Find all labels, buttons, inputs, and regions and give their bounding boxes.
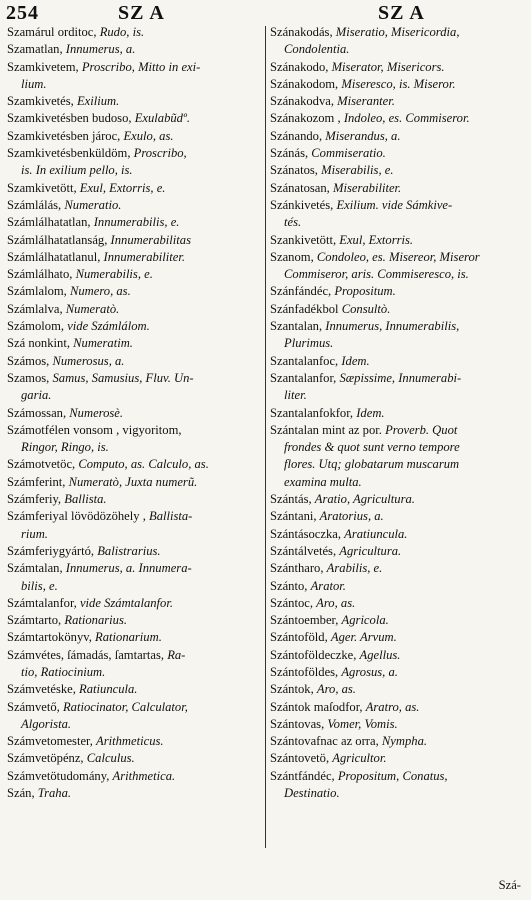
dictionary-entry [7, 474, 262, 491]
entry-latin-gloss: Computo, as. Calculo, as. [78, 457, 209, 472]
dictionary-entry [270, 93, 525, 110]
dictionary-entry [270, 474, 525, 491]
dictionary-entry [7, 785, 262, 802]
dictionary-entry [270, 59, 525, 76]
catchword: Szá- [498, 878, 521, 892]
dictionary-entry [270, 335, 525, 352]
dictionary-entry [7, 387, 262, 404]
entry-headword: Szamos, [7, 370, 50, 385]
entry-latin-gloss: Numerosus, a. [52, 353, 125, 368]
dictionary-entry [7, 578, 262, 595]
dictionary-entry [7, 180, 262, 197]
dictionary-entry [7, 647, 262, 664]
dictionary-entry [7, 162, 262, 179]
entry-headword: Számossan, [7, 405, 67, 420]
entry-latin-gloss: Propositum, Conatus, [337, 768, 448, 783]
entry-latin-gloss: Aratro, as. [365, 699, 420, 714]
dictionary-entry [7, 266, 262, 283]
dictionary-entry [7, 24, 262, 41]
dictionary-entry [270, 41, 525, 58]
entry-headword: Számtarto, [7, 613, 62, 628]
dictionary-entry [7, 283, 262, 300]
entry-latin-gloss: Aratio, Agricultura. [314, 492, 415, 507]
entry-latin-gloss: Exul, Extorris, e. [79, 180, 166, 195]
entry-headword: Számtartokönyv, [7, 630, 92, 645]
dictionary-entry [7, 456, 262, 473]
dictionary-entry [270, 595, 525, 612]
entry-latin-gloss: Nympha. [381, 734, 428, 749]
entry-latin-gloss: Ringor, Ringo, is. [21, 440, 109, 455]
dictionary-entry [7, 439, 262, 456]
entry-latin-gloss: Agrosus, a. [341, 664, 398, 679]
dictionary-entry [7, 335, 262, 352]
dictionary-entry [7, 301, 262, 318]
entry-latin-gloss: Proscribo, Mitto in exi- [81, 59, 201, 74]
entry-latin-gloss: Miseratio, Misericordia, [335, 25, 460, 39]
entry-headword: Számlálás, [7, 197, 62, 212]
dictionary-entry [7, 508, 262, 525]
dictionary-entry [270, 750, 525, 767]
entry-headword: Szántharo, [270, 561, 324, 576]
entry-headword: Szamkivetésben jároc, [7, 128, 121, 143]
dictionary-entry [270, 232, 525, 249]
dictionary-entry [7, 750, 262, 767]
entry-headword: Szántoföldes, [270, 664, 339, 679]
entry-headword: Szánás, [270, 146, 309, 161]
entry-latin-gloss: Innumerus, a. [65, 42, 136, 57]
entry-headword: Szántálvetés, [270, 543, 337, 558]
dictionary-entry [270, 387, 525, 404]
entry-headword: Számtalanfor, [7, 595, 77, 610]
entry-headword: Számvetéske, [7, 682, 76, 697]
entry-headword: Szánakodás, [270, 25, 333, 39]
left-running-title: SZ A [118, 2, 165, 24]
entry-latin-gloss: Numeratò, Juxta numerũ. [68, 474, 198, 489]
entry-latin-gloss: Agricola. [341, 613, 389, 628]
entry-latin-gloss: Rationarius. [64, 613, 127, 628]
entry-headword: Számtalan, [7, 561, 63, 576]
dictionary-entry [7, 318, 262, 335]
entry-headword: Számvetomester, [7, 734, 93, 749]
dictionary-entry [7, 629, 262, 646]
entry-latin-gloss: Condoleo, es. Misereor, Miseror [316, 249, 480, 264]
entry-headword: Számvetöpénz, [7, 751, 84, 766]
entry-headword: Szántok maſodfor, [270, 699, 363, 714]
entry-headword: Szántoember, [270, 613, 339, 628]
dictionary-entry [7, 353, 262, 370]
dictionary-entry [7, 664, 262, 681]
dictionary-entry [270, 145, 525, 162]
entry-headword: Szánakodom, [270, 76, 339, 91]
dictionary-entry [270, 353, 525, 370]
entry-latin-gloss: Miserabilis, e. [321, 163, 394, 178]
entry-headword: Számos, [7, 353, 50, 368]
entry-headword: Számvető, [7, 699, 60, 714]
entry-latin-gloss: Ballista. [64, 492, 107, 507]
entry-headword: Szantalanfokfor, [270, 405, 354, 420]
right-running-title: SZ A [378, 2, 425, 24]
entry-latin-gloss: vide Számlálom. [67, 319, 150, 334]
entry-headword: Szántalan mint az por. [270, 422, 382, 437]
entry-latin-gloss: Miserabiliter. [332, 180, 402, 195]
dictionary-entry [7, 76, 262, 93]
dictionary-entry [270, 681, 525, 698]
entry-latin-gloss: Exulo, as. [123, 128, 174, 143]
dictionary-entry [7, 128, 262, 145]
dictionary-entry [270, 180, 525, 197]
entry-latin-gloss: Proverb. Quot [385, 422, 458, 437]
entry-latin-gloss: flores. Utq; globatarum muscarum [284, 457, 460, 472]
dictionary-entry [7, 93, 262, 110]
dictionary-entry [7, 110, 262, 127]
dictionary-entry [270, 768, 525, 785]
dictionary-entry [7, 370, 262, 387]
entry-latin-gloss: Idem. [356, 405, 385, 420]
entry-headword: Szántoföldeczke, [270, 647, 357, 662]
entry-latin-gloss: Aratiuncula. [344, 526, 408, 541]
entry-latin-gloss: rium. [21, 526, 48, 541]
entry-headword: Szánatosan, [270, 180, 330, 195]
entry-latin-gloss: Miseranter. [337, 94, 395, 109]
entry-latin-gloss: Agricultor. [332, 751, 387, 766]
dictionary-entry [270, 612, 525, 629]
column-divider [265, 26, 266, 848]
entry-latin-gloss: Miseresco, is. Miseror. [341, 76, 456, 91]
entry-latin-gloss: Traha. [37, 786, 72, 801]
entry-latin-gloss: vide Számtalanfor. [79, 595, 174, 610]
entry-latin-gloss: Miserandus, a. [325, 128, 401, 143]
dictionary-entry [7, 526, 262, 543]
entry-latin-gloss: Arator. [310, 578, 346, 593]
entry-latin-gloss: Ager. Arvum. [330, 630, 397, 645]
entry-latin-gloss: Ratiuncula. [79, 682, 138, 697]
right-column [270, 24, 525, 802]
entry-latin-gloss: garia. [21, 388, 52, 403]
entry-headword: Szamkivetem, [7, 59, 79, 74]
entry-headword: Szá nonkint, [7, 336, 70, 351]
entry-headword: Szamatlan, [7, 42, 63, 57]
entry-latin-gloss: Destinatio. [284, 786, 340, 801]
entry-headword: Számlálhato, [7, 267, 73, 282]
dictionary-entry [270, 266, 525, 283]
entry-latin-gloss: Ra- [167, 647, 186, 662]
entry-latin-gloss: examina multa. [284, 474, 362, 489]
dictionary-entry [270, 664, 525, 681]
entry-latin-gloss: Innumerus, a. Innumera- [65, 561, 192, 576]
dictionary-entry [7, 768, 262, 785]
entry-latin-gloss: Innumerabilis, e. [93, 215, 180, 230]
entry-headword: Számferiy, [7, 492, 62, 507]
entry-headword: Szántásoczka, [270, 526, 341, 541]
entry-headword: Számlálhatatlan, [7, 215, 91, 230]
dictionary-entry [7, 543, 262, 560]
dictionary-entry [270, 716, 525, 733]
entry-latin-gloss: Balistrarius. [97, 543, 161, 558]
entry-latin-gloss: Arithmetica. [112, 768, 176, 783]
entry-latin-gloss: Numerosè. [69, 405, 124, 420]
entry-headword: Szántfándéc, [270, 768, 335, 783]
dictionary-entry [270, 578, 525, 595]
dictionary-entry [270, 456, 525, 473]
entry-latin-gloss: Exul, Extorris. [339, 232, 414, 247]
entry-headword: Szán, [7, 786, 35, 801]
page-number: 254 [6, 2, 39, 24]
entry-headword: Szánfadékbol [270, 301, 339, 316]
entry-headword: Szántovafnac az orra, [270, 734, 379, 749]
entry-headword: Szamkivetésbenküldöm, [7, 146, 131, 161]
dictionary-entry [270, 560, 525, 577]
dictionary-entry [270, 508, 525, 525]
entry-headword: Számlalom, [7, 284, 67, 299]
entry-latin-gloss: Sæpissime, Innumerabi- [339, 370, 462, 385]
entry-headword: Szánakodva, [270, 94, 334, 109]
entry-latin-gloss: Numeratim. [73, 336, 133, 351]
entry-latin-gloss: Innumerabiliter. [103, 249, 186, 264]
entry-latin-gloss: Agricultura. [339, 543, 402, 558]
entry-headword: Számotvetöc, [7, 457, 76, 472]
entry-headword: Szánakozom , [270, 111, 341, 126]
dictionary-entry [270, 491, 525, 508]
entry-headword: Számlálhatatlanság, [7, 232, 108, 247]
entry-headword: Szántovas, [270, 716, 325, 731]
entry-latin-gloss: Exilium. vide Sámkive- [336, 197, 453, 212]
entry-latin-gloss: Ballista- [149, 509, 193, 524]
dictionary-entry [7, 595, 262, 612]
dictionary-entry [7, 249, 262, 266]
entry-headword: Szánatos, [270, 163, 318, 178]
dictionary-entry [270, 629, 525, 646]
dictionary-entry [270, 699, 525, 716]
entry-latin-gloss: tio, Ratiocinium. [21, 664, 106, 679]
dictionary-entry [7, 41, 262, 58]
entry-latin-gloss: Vomer, Vomis. [327, 716, 398, 731]
dictionary-entry [7, 733, 262, 750]
dictionary-entry [7, 405, 262, 422]
entry-headword: Szántok, [270, 682, 314, 697]
dictionary-entry [270, 785, 525, 802]
dictionary-entry [270, 439, 525, 456]
entry-headword: Számlalva, [7, 301, 63, 316]
entry-latin-gloss: Ratiocinator, Calculator, [62, 699, 188, 714]
dictionary-entry [7, 612, 262, 629]
entry-headword: Szamkivetés, [7, 94, 74, 109]
dictionary-entry [7, 491, 262, 508]
entry-latin-gloss: Samus, Samusius, Fluv. Un- [52, 370, 194, 385]
entry-latin-gloss: lium. [21, 76, 47, 91]
entry-latin-gloss: Condolentia. [284, 42, 350, 57]
dictionary-entry [7, 699, 262, 716]
entry-latin-gloss: Plurimus. [284, 336, 334, 351]
entry-latin-gloss: Aro, as. [316, 595, 356, 610]
entry-headword: Szánando, [270, 128, 323, 143]
entry-latin-gloss: Consultò. [341, 301, 391, 316]
entry-headword: Szántás, [270, 492, 312, 507]
entry-headword: Számferint, [7, 474, 66, 489]
entry-latin-gloss: is. In exilium pello, is. [21, 163, 133, 178]
entry-latin-gloss: frondes & quot sunt verno tempore [284, 440, 460, 455]
entry-headword: Szánakodo, [270, 59, 329, 74]
entry-headword: Számferiyal lövödözöhely , [7, 509, 146, 524]
dictionary-entry [270, 405, 525, 422]
entry-headword: Szantalan, [270, 319, 323, 334]
entry-latin-gloss: Arithmeticus. [96, 734, 164, 749]
entry-headword: Szamkivetésben budoso, [7, 111, 132, 126]
entry-latin-gloss: Innumerus, Innumerabilis, [325, 319, 460, 334]
entry-latin-gloss: Numerabilis, e. [75, 267, 153, 282]
dictionary-entry [270, 301, 525, 318]
dictionary-entry [7, 716, 262, 733]
entry-latin-gloss: Aratorius, a. [319, 509, 384, 524]
dictionary-entry [270, 197, 525, 214]
dictionary-entry [270, 526, 525, 543]
dictionary-entry [270, 543, 525, 560]
entry-latin-gloss: Indoleo, es. Commiseror. [343, 111, 470, 126]
entry-headword: Számotfélen vonsom , vigyoritom, [7, 422, 182, 437]
entry-latin-gloss: Innumerabilitas [110, 232, 191, 247]
entry-latin-gloss: Algorista. [21, 716, 72, 731]
entry-headword: Számferiygyártó, [7, 543, 95, 558]
entry-latin-gloss: Rationarium. [95, 630, 162, 645]
dictionary-entry [270, 249, 525, 266]
dictionary-entry [7, 197, 262, 214]
entry-latin-gloss: Propositum. [334, 284, 396, 299]
dictionary-entry [7, 145, 262, 162]
dictionary-entry [270, 162, 525, 179]
entry-headword: Szántani, [270, 509, 317, 524]
entry-latin-gloss: Commiseror, aris. Commiseresco, is. [284, 267, 469, 282]
entry-latin-gloss: Idem. [341, 353, 370, 368]
running-header [0, 2, 531, 24]
dictionary-entry [270, 76, 525, 93]
entry-latin-gloss: Proscribo, [133, 146, 187, 161]
entry-headword: Szánto, [270, 578, 308, 593]
entry-latin-gloss: Aro, as. [316, 682, 356, 697]
dictionary-entry [270, 422, 525, 439]
dictionary-entry [270, 318, 525, 335]
dictionary-entry [7, 422, 262, 439]
dictionary-entry [7, 560, 262, 577]
entry-latin-gloss: Agellus. [359, 647, 401, 662]
entry-latin-gloss: Rudo, is. [99, 25, 145, 39]
dictionary-entry [7, 232, 262, 249]
entry-headword: Számvétes, ſámadás, ſamtartas, [7, 647, 165, 662]
entry-headword: Számolom, [7, 319, 65, 334]
entry-headword: Szanom, [270, 249, 314, 264]
entry-latin-gloss: Exilium. [76, 94, 120, 109]
entry-latin-gloss: Arabilis, e. [326, 561, 383, 576]
dictionary-entry [270, 647, 525, 664]
entry-headword: Szánkivetés, [270, 197, 334, 212]
dictionary-entry [270, 214, 525, 231]
entry-headword: Szántovetö, [270, 751, 330, 766]
dictionary-entry [7, 59, 262, 76]
left-column [7, 24, 262, 802]
entry-headword: Számvetötudomány, [7, 768, 110, 783]
entry-latin-gloss: liter. [284, 388, 307, 403]
dictionary-entry [270, 24, 525, 41]
dictionary-entry [270, 128, 525, 145]
dictionary-entry [7, 681, 262, 698]
entry-latin-gloss: Miserator, Misericors. [331, 59, 445, 74]
entry-latin-gloss: Numeratò. [65, 301, 120, 316]
entry-headword: Szankivetött, [270, 232, 337, 247]
entry-headword: Szamárul orditoc, [7, 25, 97, 39]
entry-latin-gloss: Calculus. [86, 751, 135, 766]
entry-latin-gloss: Numero, as. [69, 284, 131, 299]
dictionary-entry [7, 214, 262, 231]
dictionary-entry [270, 110, 525, 127]
entry-headword: Szamkivetött, [7, 180, 77, 195]
entry-latin-gloss: tés. [284, 215, 302, 230]
dictionary-entry [270, 733, 525, 750]
entry-headword: Szantalanfoc, [270, 353, 339, 368]
dictionary-entry [270, 283, 525, 300]
entry-latin-gloss: bilis, e. [21, 578, 58, 593]
entry-latin-gloss: Numeratio. [64, 197, 122, 212]
entry-headword: Szántoföld, [270, 630, 328, 645]
entry-latin-gloss: Exulabũdº. [134, 111, 191, 126]
entry-headword: Szántoc, [270, 595, 314, 610]
dictionary-entry [270, 370, 525, 387]
entry-headword: Számlálhatatlanul, [7, 249, 101, 264]
entry-latin-gloss: Commiseratio. [311, 146, 386, 161]
entry-headword: Szantalanfor, [270, 370, 337, 385]
entry-headword: Szánfándéc, [270, 284, 332, 299]
